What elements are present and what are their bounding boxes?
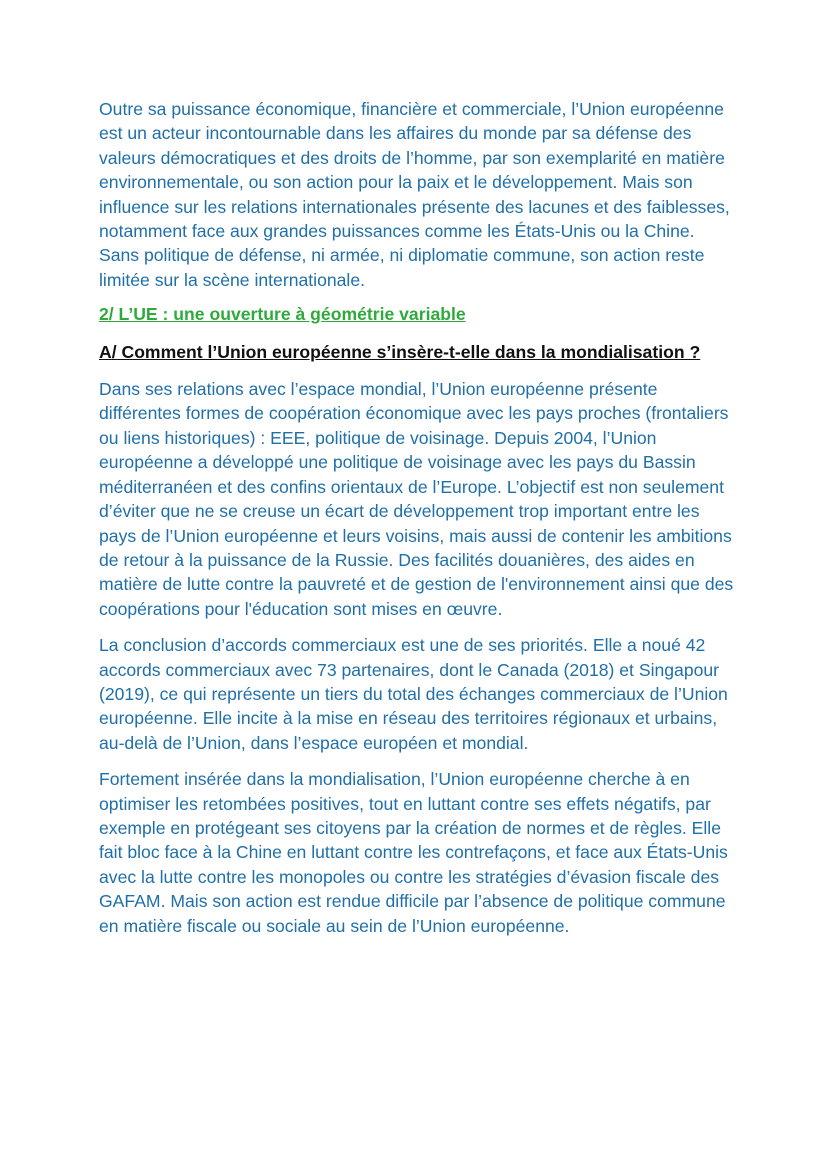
subsection-title: A/ Comment l’Union européenne s’insère-t-elle dans la mondialisation ?	[99, 341, 701, 362]
spacer	[99, 292, 739, 302]
body-paragraph: Dans ses relations avec l’espace mondial, l’Union européenne présente différentes formes de coopération économique avec les pays proches (frontaliers ou liens historiques) : EEE, politique de voisinage. Depuis 2004, l’Union européenne a développé une politique de voisinage avec les pays du Bassin méditerranéen et des confins orientaux de l’Europe. L’objectif est non seulement d’éviter que ne se creuse un écart de développement trop important entre les pays de l’Union européenne et leurs voisins, mais aussi de contenir les ambitions de retour à la puissance de la Russie. Des facilités douanières, des aides en matière de lutte contre la pauvreté et de gestion de l'environnement ainsi que des coopérations pour l'éducation sont mises en œuvre.	[99, 379, 734, 619]
spacer	[99, 364, 739, 377]
intro-paragraph: Outre sa puissance économique, financière et commerciale, l’Union européenne est un acteur incontournable dans les affaires du monde par sa défense des valeurs démocratiques et des droits de l’homme, par son exemplarité en matière environnementale, ou son action pour la paix et le développement. Mais son influence sur les relations internationales présente des lacunes et des faiblesses, notamment face aux grandes puissances comme les États-Unis ou la Chine. Sans politique de défense, ni armée, ni diplomatie commune, son action reste limitée sur la scène internationale.	[99, 99, 730, 290]
body-paragraph: Fortement insérée dans la mondialisation, l’Union européenne cherche à en optimiser les retombées positives, tout en luttant contre ses effets négatifs, par exemple en protégeant ses citoyens par la création de normes et de règles. Elle fait bloc face à la Chine en luttant contre les contrefaçons, et face aux États-Unis avec la lutte contre les monopoles ou contre les stratégies d’évasion fiscale des GAFAM. Mais son action est rendue difficile par l’absence de politique commune en matière fiscale ou sociale au sein de l’Union européenne.	[99, 769, 728, 936]
document-page	[99, 97, 739, 938]
section-title: 2/ L’UE : une ouverture à géométrie variable	[99, 304, 466, 325]
spacer	[99, 327, 739, 340]
body-paragraph: La conclusion d’accords commerciaux est une de ses priorités. Elle a noué 42 accords commerciaux avec 73 partenaires, dont le Canada (2018) et Singapour (2019), ce qui représente un tiers du total des échanges commerciaux de l’Union européenne. Elle incite à la mise en réseau des territoires régionaux et urbains, au-delà de l’Union, dans l’espace européen et mondial.	[99, 635, 728, 753]
